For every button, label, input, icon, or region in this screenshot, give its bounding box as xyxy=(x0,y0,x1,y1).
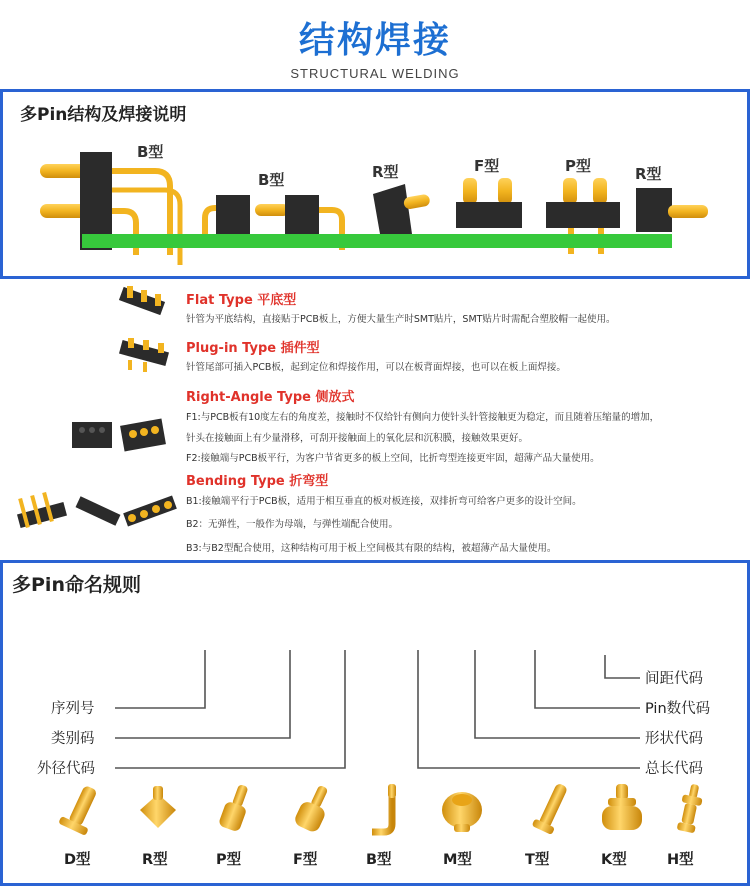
bending-desc-b1: B1:接触端平行于PCB板，适用于相互垂直的板对板连接，双排折弯可给客户更多的设计空间。 xyxy=(186,496,582,507)
k-type-pin-image xyxy=(602,784,642,830)
pin-label-f: F型 xyxy=(293,852,318,868)
naming-label-diameter: 外径代码 xyxy=(37,761,95,777)
b-type-connector-1 xyxy=(40,152,180,265)
bending-desc-b2: B2：无弹性，一般作为母端，与弹性端配合使用。 xyxy=(186,519,399,530)
right-angle-type-heading: Right-Angle Type 侧放式 xyxy=(186,390,355,405)
naming-label-pitch: 间距代码 xyxy=(645,671,703,687)
pin-label-k: K型 xyxy=(601,852,627,868)
pin-label-d: D型 xyxy=(64,852,91,868)
naming-title: 多Pin命名规则 xyxy=(12,574,141,596)
naming-label-category: 类别码 xyxy=(51,731,95,747)
structure-label-b1: B型 xyxy=(137,143,164,161)
bending-type-heading: Bending Type 折弯型 xyxy=(186,474,329,489)
pin-label-r: R型 xyxy=(142,852,168,868)
pin-label-p: P型 xyxy=(216,852,242,868)
t-type-pin-image xyxy=(532,780,573,835)
structure-label-f: F型 xyxy=(474,157,500,175)
d-type-pin-image xyxy=(58,781,105,835)
page-title: 结构焊接 xyxy=(298,20,451,61)
naming-label-length: 总长代码 xyxy=(645,761,703,777)
bending-type-product-image xyxy=(17,492,177,528)
naming-label-pin-count: Pin数代码 xyxy=(645,701,711,717)
f-type-pin-image xyxy=(293,781,336,834)
r-type-pin-image xyxy=(140,786,176,828)
plugin-type-desc: 针管尾部可插入PCB板，起到定位和焊接作用，可以在板背面焊接，也可以在板上面焊接。 xyxy=(186,362,566,373)
b-type-pin-image xyxy=(372,784,396,832)
p-type-pin-image xyxy=(218,782,254,833)
pcb-board xyxy=(82,234,672,248)
pin-label-b: B型 xyxy=(366,852,392,868)
h-type-pin-image xyxy=(676,782,706,833)
bending-desc-b3: B3:与B2型配合使用，这种结构可用于板上空间极其有限的结构，被超薄产品大量使用。 xyxy=(186,543,557,554)
pin-label-t: T型 xyxy=(525,852,550,868)
right-angle-desc-f1: F1:与PCB板有10度左右的角度差，接触时不仅给针有侧向力使针头针管接触更为稳定，而且随着压缩量的增加， xyxy=(186,412,660,423)
flat-type-heading: Flat Type 平底型 xyxy=(186,293,297,308)
naming-label-serial: 序列号 xyxy=(51,701,95,717)
pin-shapes xyxy=(0,780,750,850)
plugin-type-heading: Plug-in Type 插件型 xyxy=(186,341,320,356)
naming-diagram-lines xyxy=(0,560,750,790)
f-type-connector xyxy=(456,178,522,228)
r-type-connector-1 xyxy=(373,184,431,234)
flat-type-product-image xyxy=(119,286,165,315)
page-subtitle: STRUCTURAL WELDING xyxy=(290,66,460,81)
right-angle-desc-f2: F2:接触端与PCB板平行，为客户节省更多的板上空间，比折弯型连接更牢固，超薄产品大量使用。 xyxy=(186,453,600,464)
structure-label-p: P型 xyxy=(565,157,591,175)
type-product-images xyxy=(0,280,190,560)
structure-label-b2: B型 xyxy=(258,171,285,189)
flat-type-desc: 针管为平底结构，直接贴于PCB板上，方便大量生产时SMT贴片，SMT贴片时需配合塑胶帽一起使用。 xyxy=(186,314,616,325)
pin-label-h: H型 xyxy=(667,852,694,868)
structure-label-r2: R型 xyxy=(635,165,662,183)
structure-label-r1: R型 xyxy=(372,163,399,181)
structure-title: 多Pin结构及焊接说明 xyxy=(20,105,187,125)
naming-label-shape: 形状代码 xyxy=(645,731,703,747)
m-type-pin-image xyxy=(442,792,482,832)
right-angle-desc-f1-cont: 针头在接触面上有少量滑移，可刮开接触面上的氧化层和沉积膜，接触效果更好。 xyxy=(186,433,529,444)
pin-label-m: M型 xyxy=(443,852,472,868)
r-type-connector-2 xyxy=(636,188,708,232)
right-angle-type-product-image xyxy=(72,419,166,452)
plugin-type-product-image xyxy=(119,338,169,372)
